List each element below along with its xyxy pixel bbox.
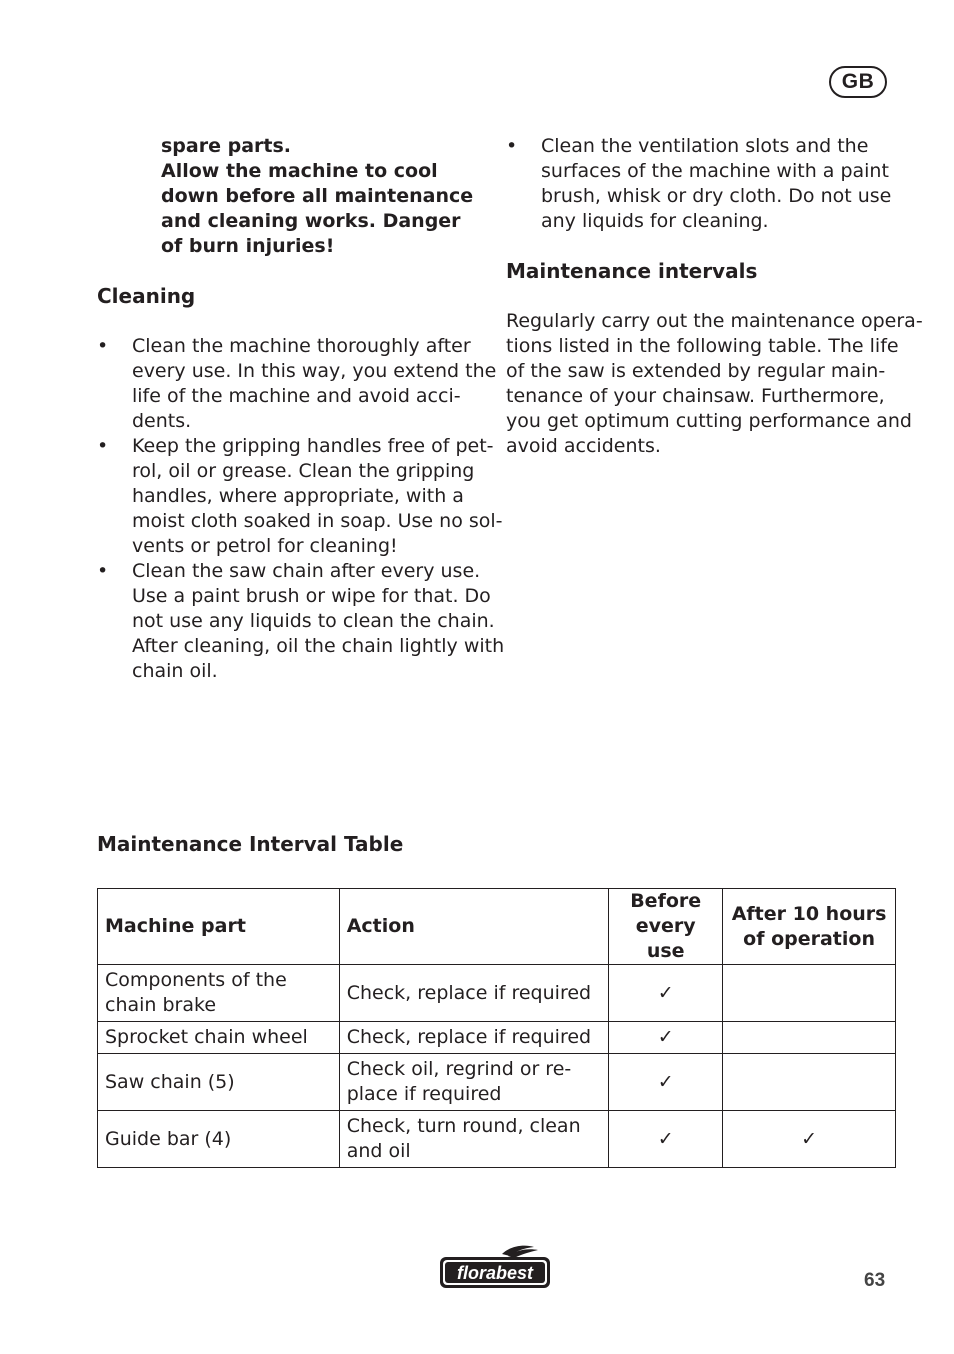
action-cell: Check, replace if required xyxy=(339,1022,609,1054)
text-line: After cleaning, oil the chain lightly with xyxy=(132,635,505,657)
cleaning-list xyxy=(97,334,505,684)
maintenance-intervals-heading: Maintenance intervals xyxy=(506,259,758,283)
warning-line: and cleaning works. Danger xyxy=(161,210,461,232)
text-line: you get optimum cutting performance and xyxy=(506,410,912,432)
check-before-cell: ✓ xyxy=(609,965,723,1022)
text-line: any liquids for cleaning. xyxy=(541,210,769,232)
text-line: surfaces of the machine with a paint xyxy=(541,160,889,182)
right-column xyxy=(506,134,923,459)
column-header: Machine part xyxy=(98,889,340,965)
table-row xyxy=(98,965,896,1022)
text-line: • Clean the saw chain after every use. xyxy=(132,560,481,582)
part-cell: Guide bar (4) xyxy=(98,1111,340,1168)
check-after-cell xyxy=(723,1022,896,1054)
florabest-logo xyxy=(438,1244,552,1290)
table-row xyxy=(98,1054,896,1111)
part-cell: Saw chain (5) xyxy=(98,1054,340,1111)
maintenance-table xyxy=(97,888,896,1168)
text-line: Regularly carry out the maintenance opera- xyxy=(506,310,923,332)
column-header: Before every use xyxy=(609,889,723,965)
ventilation-list xyxy=(506,134,896,234)
action-cell: Check, replace if required xyxy=(339,965,609,1022)
page-number: 63 xyxy=(864,1270,886,1291)
warning-text xyxy=(161,134,487,259)
text-line: every use. In this way, you extend the xyxy=(132,360,497,382)
list-item xyxy=(97,559,505,684)
text-line: avoid accidents. xyxy=(506,435,661,457)
text-line: moist cloth soaked in soap. Use no sol- xyxy=(132,510,503,532)
text-line: vents or petrol for cleaning! xyxy=(132,535,398,557)
column-header: After 10 hours of operation xyxy=(723,889,896,965)
text-line: • Clean the ventilation slots and the xyxy=(541,135,869,157)
text-line: brush, whisk or dry cloth. Do not use xyxy=(541,185,892,207)
check-before-cell: ✓ xyxy=(609,1022,723,1054)
text-line: life of the machine and avoid acci- xyxy=(132,385,461,407)
language-badge: GB xyxy=(829,66,887,98)
table-header-row xyxy=(98,889,896,965)
text-line: • Keep the gripping handles free of pet- xyxy=(132,435,494,457)
check-before-cell: ✓ xyxy=(609,1111,723,1168)
check-after-cell xyxy=(723,965,896,1022)
text-line: • Clean the machine thoroughly after xyxy=(132,335,471,357)
action-cell: Check, turn round, clean and oil xyxy=(339,1111,609,1168)
check-before-cell: ✓ xyxy=(609,1054,723,1111)
warning-line: Allow the machine to cool xyxy=(161,160,438,182)
table-row xyxy=(98,1022,896,1054)
text-line: handles, where appropriate, with a xyxy=(132,485,464,507)
text-line: Use a paint brush or wipe for that. Do xyxy=(132,585,491,607)
action-cell: Check oil, regrind or re-place if required xyxy=(339,1054,609,1111)
warning-line: down before all maintenance xyxy=(161,185,474,207)
list-item xyxy=(97,334,497,434)
intervals-paragraph xyxy=(506,309,923,459)
text-line: of the saw is extended by regular main- xyxy=(506,360,886,382)
left-column xyxy=(97,134,505,684)
check-after-cell xyxy=(723,1054,896,1111)
part-cell: Sprocket chain wheel xyxy=(98,1022,340,1054)
logo-text: florabest xyxy=(456,1263,534,1283)
table-row xyxy=(98,1111,896,1168)
text-line: tenance of your chainsaw. Furthermore, xyxy=(506,385,885,407)
list-item xyxy=(506,134,896,234)
list-item xyxy=(97,434,503,559)
text-line: dents. xyxy=(132,410,192,432)
check-after-cell: ✓ xyxy=(723,1111,896,1168)
text-line: not use any liquids to clean the chain. xyxy=(132,610,495,632)
text-line: rol, oil or grease. Clean the gripping xyxy=(132,460,475,482)
part-cell: Components of the chain brake xyxy=(98,965,340,1022)
text-line: tions listed in the following table. The life xyxy=(506,335,899,357)
table-title: Maintenance Interval Table xyxy=(97,832,404,856)
text-line: chain oil. xyxy=(132,660,218,682)
warning-line: of burn injuries! xyxy=(161,235,335,257)
warning-line: spare parts. xyxy=(161,135,292,157)
column-header: Action xyxy=(339,889,609,965)
cleaning-heading: Cleaning xyxy=(97,284,196,308)
